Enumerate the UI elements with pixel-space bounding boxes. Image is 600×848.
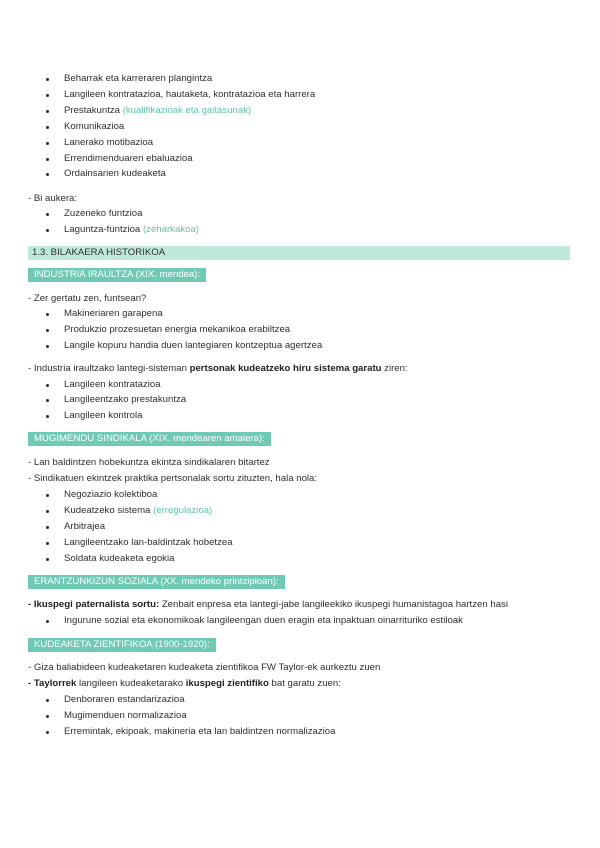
bullet-icon [46, 699, 49, 702]
bullet-icon [46, 415, 49, 418]
bullet-icon [46, 494, 49, 497]
bullet-icon [46, 313, 49, 316]
paragraph: - Taylorrek langileen kudeaketarako ikuspegi zientifiko bat garatu zuen: [28, 678, 341, 689]
bullet-icon [46, 384, 49, 387]
document-page: Beharrak eta karreraren plangintza Langileen kontratazioa, hautaketa, kontratazioa eta harrera Prestakuntza (kualifikazioak eta gaitasunak) Komunikazioa Lanerako motibazioa Errendimenduaren ebaluazioa Ordainsarien kudeaketa - Bi aukera: Zuzeneko funtzioa Laguntza-funtzioa (zeharkakoa) 1.3. BILAKAERA HISTORIKOA INDUSTRIA IRAULTZA (XIX. mendea): - Zer gertatu zen, funtsean? Makineriaren garapena Produkzio prozesuetan energia mekanikoa erabiltzea Langile kopuru handia duen lantegiaren kontzeptua agertzea - Industria iraultzako lantegi-sisteman pertsonak kudeatzeko hiru sistema garatu ziren: Langileen kontratazioa Langileentzako prestakuntza Langileen kontrola MUGIMENDU SINDIKALA (XIX. mendearen amaiera): - Lan baldintzen hobekuntza ekintza sindikalaren bitartez - Sindikatuen ekintzek praktika pertsonalak sortu zituzten, hala nola: Negoziazio kolektiboa Kudeatzeko sistema (erregulazioa) Arbitrajea Langileentzako lan-baldintzak hobetzea Soldata kudeaketa egokia ERANTZUNKIZUN SOZIALA (XX. mendeko printzipioan): - Ikuspegi paternalista sortu: Zenbait enpresa eta lantegi-jabe langileekiko ikuspegi humanistagoa hartzen hasi Ingurune sozial eta ekonomikoak langileengan duen eragin eta inpaktuan oinarrituriko estiloak KUDEAKETA ZIENTIFIKOA (1900-1920): - Giza baliabideen kudeaketaren kudeaketa zientifikoa FW Taylor-ek aurkeztu zuen - Taylorrek langileen kudeaketarako ikuspegi zientifiko bat garatu zuen: Denboraren estandarizazioa Mugimenduen normalizazioa Erremintak, ekipoak, makineria eta lan baldintzen normalizazioa [0, 0, 600, 848]
subsection-heading: KUDEAKETA ZIENTIFIKOA (1900-1920): [28, 638, 216, 652]
bullet-icon [46, 345, 49, 348]
highlight-note: (zeharkakoa) [142, 224, 199, 235]
bullet-icon [46, 78, 49, 81]
subsection-heading: ERANTZUNKIZUN SOZIALA (XX. mendeko printzipioan): [28, 575, 285, 589]
bullet-icon [46, 142, 49, 145]
bullet-icon [46, 110, 49, 113]
paragraph: - Zer gertatu zen, funtsean? [28, 293, 147, 304]
subsection-heading: INDUSTRIA IRAULTZA (XIX. mendea): [28, 268, 206, 282]
paragraph: - Lan baldintzen hobekuntza ekintza sindikalaren bitartez [28, 457, 270, 468]
highlight-note: (kualifikazioak eta gaitasunak) [122, 105, 252, 116]
bullet-icon [46, 731, 49, 734]
bullet-icon [46, 542, 49, 545]
bullet-icon [46, 173, 49, 176]
bullet-icon [46, 229, 49, 232]
bullet-icon [46, 620, 49, 623]
bullet-icon [46, 558, 49, 561]
bullet-icon [46, 329, 49, 332]
section-title: 1.3. BILAKAERA HISTORIKOA [28, 246, 570, 260]
bullet-icon [46, 526, 49, 529]
paragraph: - Ikuspegi paternalista sortu: Zenbait enpresa eta lantegi-jabe langileekiko ikuspegi humanistagoa hartzen hasi [28, 599, 508, 610]
highlight-note: (erregulazioa) [153, 505, 213, 516]
bullet-icon [46, 94, 49, 97]
paragraph: - Industria iraultzako lantegi-sisteman pertsonak kudeatzeko hiru sistema garatu ziren: [28, 363, 408, 374]
paragraph: - Sindikatuen ekintzek praktika pertsonalak sortu zituzten, hala nola: [28, 473, 318, 484]
paragraph: - Bi aukera: [28, 193, 78, 204]
bullet-icon [46, 126, 49, 129]
subsection-heading: MUGIMENDU SINDIKALA (XIX. mendearen amaiera): [28, 432, 271, 446]
bullet-icon [46, 399, 49, 402]
bullet-icon [46, 510, 49, 513]
bullet-icon [46, 158, 49, 161]
paragraph: - Giza baliabideen kudeaketaren kudeaketa zientifikoa FW Taylor-ek aurkeztu zuen [28, 662, 381, 673]
bullet-icon [46, 715, 49, 718]
bullet-icon [46, 213, 49, 216]
